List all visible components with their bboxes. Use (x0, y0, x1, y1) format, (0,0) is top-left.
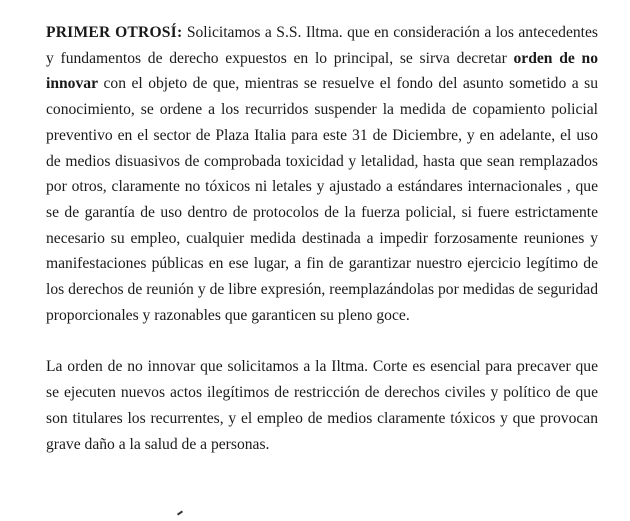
paragraph-orden-no-innovar (46, 354, 598, 457)
paragraph-primer-otrosi (46, 20, 598, 328)
section-heading: PRIMER OTROSÍ: (46, 24, 183, 41)
paragraph-text-part-a: Solicitamos a S.S. Iltma. que en consideración a los antecedentes y fundamentos de derecho expuestos en lo principal, se sirva decretar (46, 24, 599, 67)
emphasis-orden-no-innovar: orden de no innovar (46, 49, 598, 93)
paragraph-text: La orden de no innovar que solicitamos a la Iltma. Corte es esencial para precaver que se ejecuten nuevos actos ilegítimos de restricción de derechos civiles y político de que son titulares los recurrentes, y el empleo de medios claramente tóxicos y que provocan grave daño a la salud de a personas. (46, 358, 598, 453)
cut-off-mark (177, 510, 183, 515)
paragraph-text-part-b: con el objeto de que, mientras se resuelve el fondo del asunto sometido a su conocimiento, se ordene a los recurridos suspender la medida de copamiento policial preventivo en el sector de Plaza Italia para este 31 de Diciembre, y en adelante, el uso de medios disuasivos de comprobada toxicidad y letalidad, hasta que sean remplazados por otros, claramente no tóxicos ni letales y ajustado a estándares internacionales , que se de garantía de uso dentro de protocolos de la fuerza policial, si fuere estrictamente necesario su empleo, cualquier medida destinada a impedir forzosamente reuniones y manifestaciones públicas en ese lugar, a fin de garantizar nuestro ejercicio legítimo de los derechos de reunión y de libre expresión, reemplazándolas por medidas de seguridad proporcionales y razonables que garanticen su pleno goce. (46, 75, 598, 324)
document-page (46, 20, 598, 457)
